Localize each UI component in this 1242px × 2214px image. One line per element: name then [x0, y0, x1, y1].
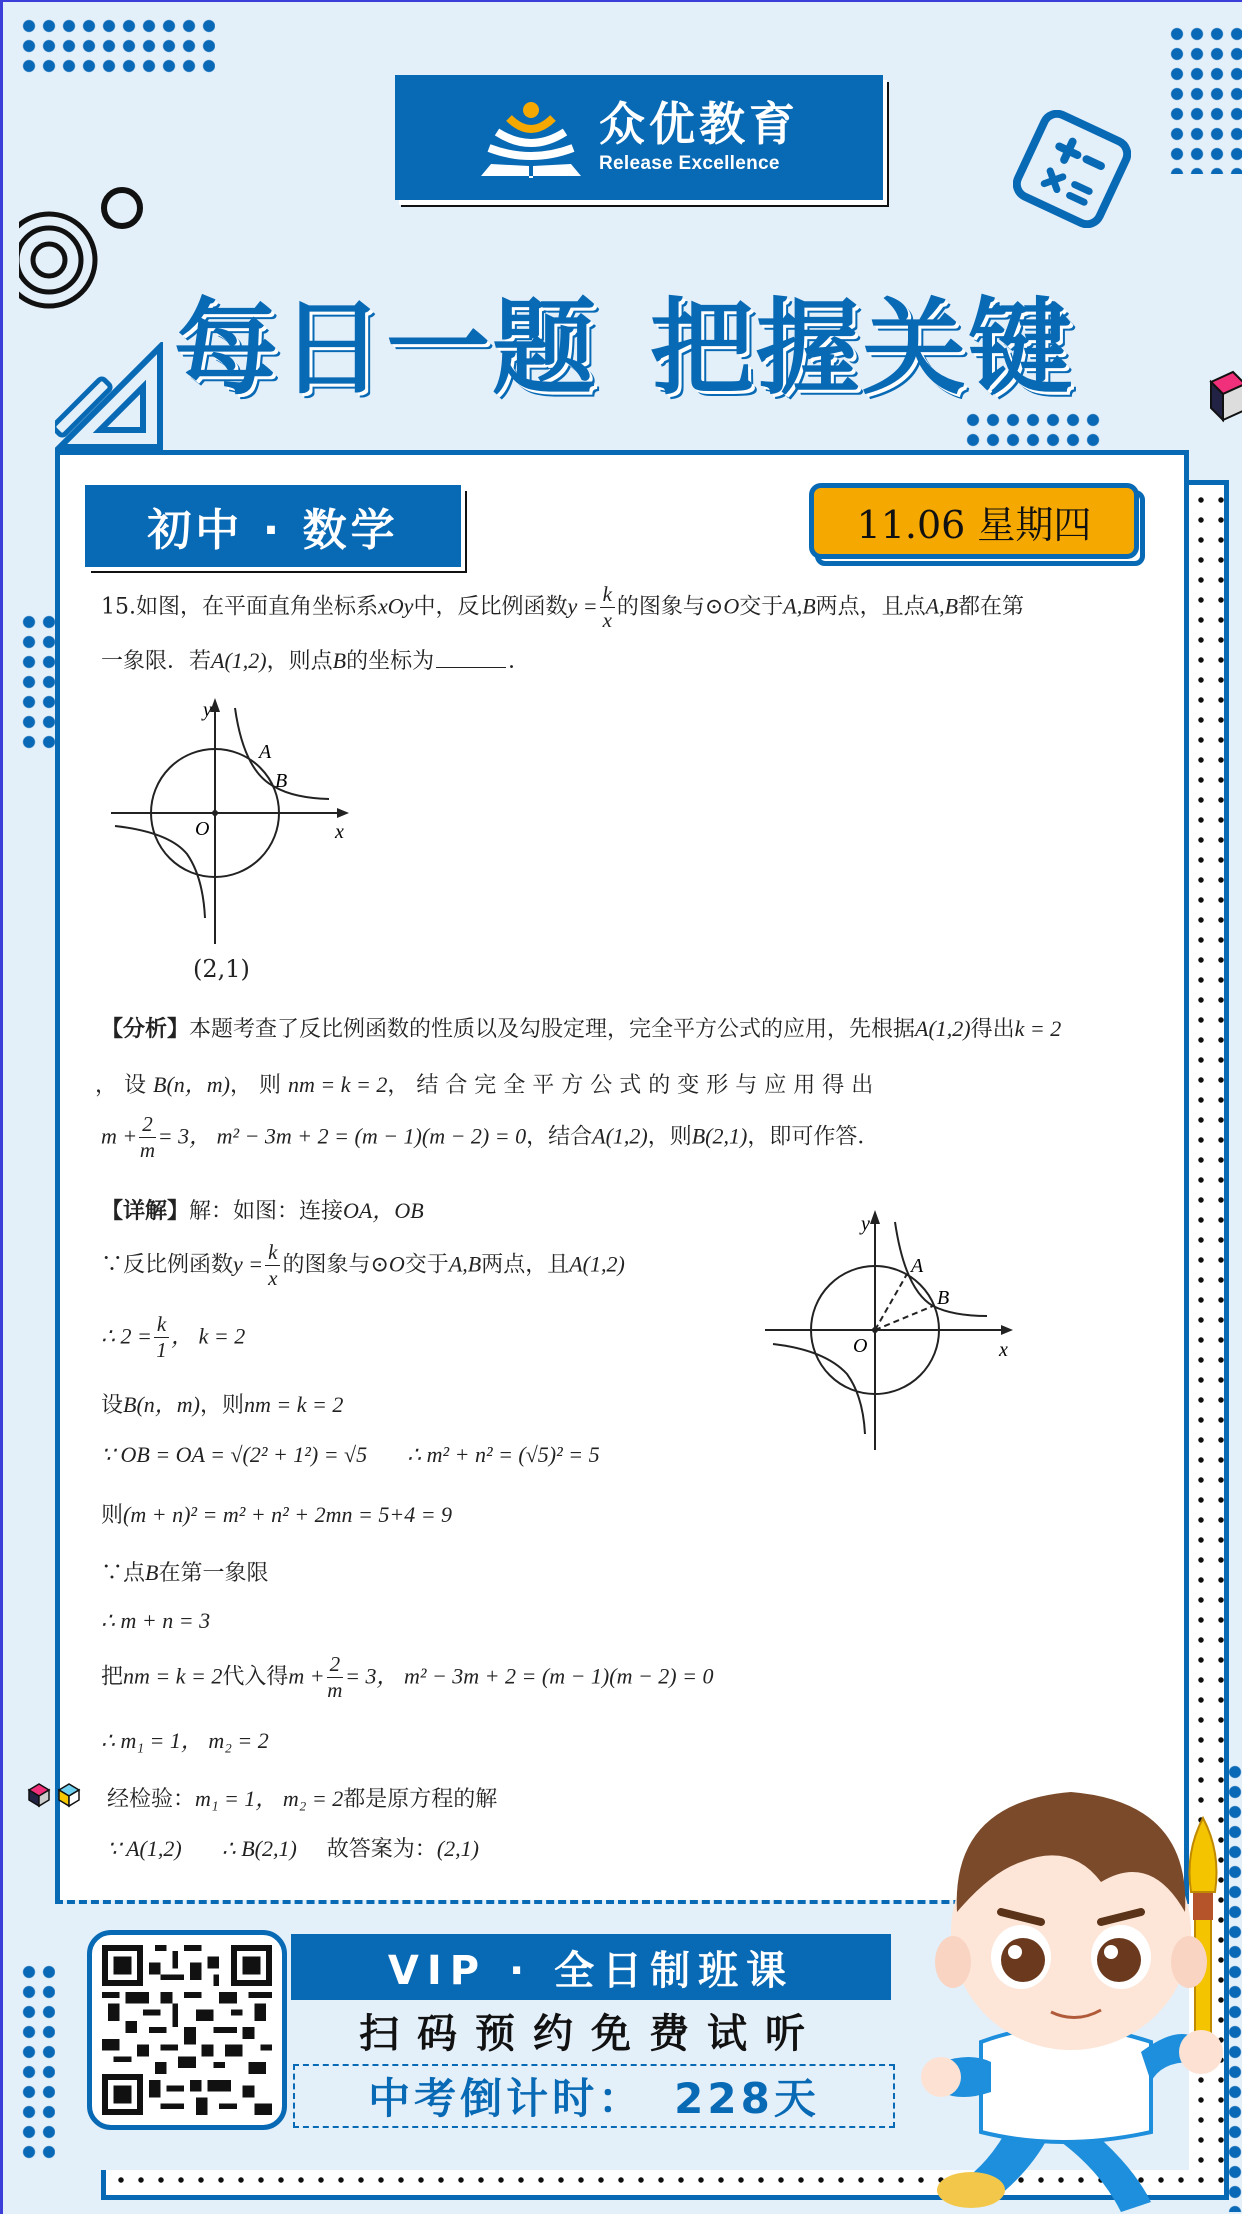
date-tag: 11.06 星期四: [809, 483, 1139, 559]
exam-countdown: [293, 2064, 895, 2128]
solution-step-10: 经检验：m₁ = 1， m₂ = 2都是原方程的解: [107, 1786, 498, 1812]
solution-step-5: 则(m + n)² = m² + n² + 2mn = 5+4 = 9: [101, 1502, 453, 1528]
answer-blank: [436, 667, 506, 668]
question-line-1: 15.如图，在平面直角坐标系xOy中，反比例函数y = $\frac{k}{x}$ 的图象与⊙O交于A,B两点，且点A,B都在第: [101, 582, 1025, 632]
analysis-line-1: 【分析】本题考查了反比例函数的性质以及勾股定理，完全平方公式的应用，先根据A(1,2)得出k = 2: [101, 1016, 1062, 1042]
svg-text:O: O: [853, 1335, 868, 1357]
headline-part2: 把握关键: [650, 287, 1075, 409]
decor-dots-top-left: [19, 16, 215, 76]
svg-text:y: y: [203, 699, 212, 721]
svg-text:A: A: [259, 741, 272, 763]
mascot-boy-illustration: [901, 1762, 1241, 2214]
scan-to-book-text: 扫码预约免费试听: [359, 2011, 823, 2057]
solution-step-1: ∵反比例函数y = $\frac{k}{x}$ 的图象与⊙O交于A,B两点，且A(1,2): [101, 1240, 625, 1290]
solution-figure: [755, 1202, 1015, 1452]
svg-text:B: B: [275, 770, 288, 792]
solution-step-9: ∴ m₁ = 1， m₂ = 2: [101, 1728, 269, 1753]
vip-course-banner: VIP · 全日制班课: [291, 1934, 891, 2000]
solution-step-8: 把nm = k = 2代入得m + $\frac{2}{m}$ = 3， m² − 3m + 2 = (m − 1)(m − 2) = 0: [101, 1652, 714, 1702]
brand-name-cn: 众优教育: [599, 96, 799, 151]
subject-tag: 初中 · 数学: [85, 485, 461, 567]
calculator-icon: [1013, 110, 1131, 228]
decor-dots-left-bottom: [19, 1962, 57, 2162]
page-headline: [3, 264, 1242, 414]
svg-text:O: O: [195, 818, 210, 840]
qr-code[interactable]: [87, 1930, 287, 2130]
solution-step-2: ∴ 2 = $\frac{k}{1}$ ， k = 2: [101, 1312, 246, 1362]
question-answer: (2,1): [193, 955, 250, 983]
solution-intro: 【详解】解：如图：连接OA，OB: [101, 1198, 424, 1224]
decor-dots-left: [19, 612, 57, 752]
solution-step-7: ∴ m + n = 3: [101, 1608, 211, 1633]
analysis-line-2: ， 设 B(n，m)， 则 nm = k = 2， 结 合 完 全 平 方 公 式 的 变 形 与 应 用 得 出: [95, 1072, 874, 1098]
question-figure: [99, 692, 359, 952]
svg-text:x: x: [335, 821, 344, 843]
svg-text:B: B: [937, 1287, 950, 1309]
decor-dots-mid: [963, 410, 1103, 448]
countdown-label: 中考倒计时：: [368, 2074, 645, 2123]
analysis-line-3: m + $\frac{2}{m}$ = 3， m² − 3m + 2 = (m − 1)(m − 2) = 0，结合A(1,2)，则B(2,1)，即可作答．: [101, 1112, 880, 1162]
decor-dots-top-right: [1167, 24, 1242, 174]
solution-step-3: 设B(n，m)，则nm = k = 2: [101, 1392, 344, 1418]
question-line-2: 一象限．若A(1,2)，则点B的坐标为 ．: [101, 648, 531, 674]
headline-part1: 每日一题: [173, 287, 598, 409]
brand-name-en: Release Excellence: [599, 152, 780, 174]
qr-code-icon: [102, 1945, 272, 2115]
svg-text:x: x: [999, 1339, 1008, 1361]
solution-step-11: ∵ A(1,2) ∴ B(2,1) 故答案为：(2,1): [107, 1836, 479, 1862]
logo-emblem-icon: [479, 96, 583, 180]
svg-text:A: A: [911, 1255, 924, 1277]
solution-step-6: ∵点B在第一象限: [101, 1560, 269, 1586]
countdown-value: 228天: [674, 2074, 820, 2123]
svg-text:y: y: [861, 1213, 870, 1235]
solution-step-4: ∵ OB = OA = √(2² + 1²) = √5 ∴ m² + n² = (√5)² = 5: [101, 1442, 600, 1467]
small-cubes-icon: [27, 1782, 83, 1808]
brand-logo: [395, 75, 883, 200]
fraction-k-over-x: $\frac{k}{x}$: [600, 584, 615, 631]
